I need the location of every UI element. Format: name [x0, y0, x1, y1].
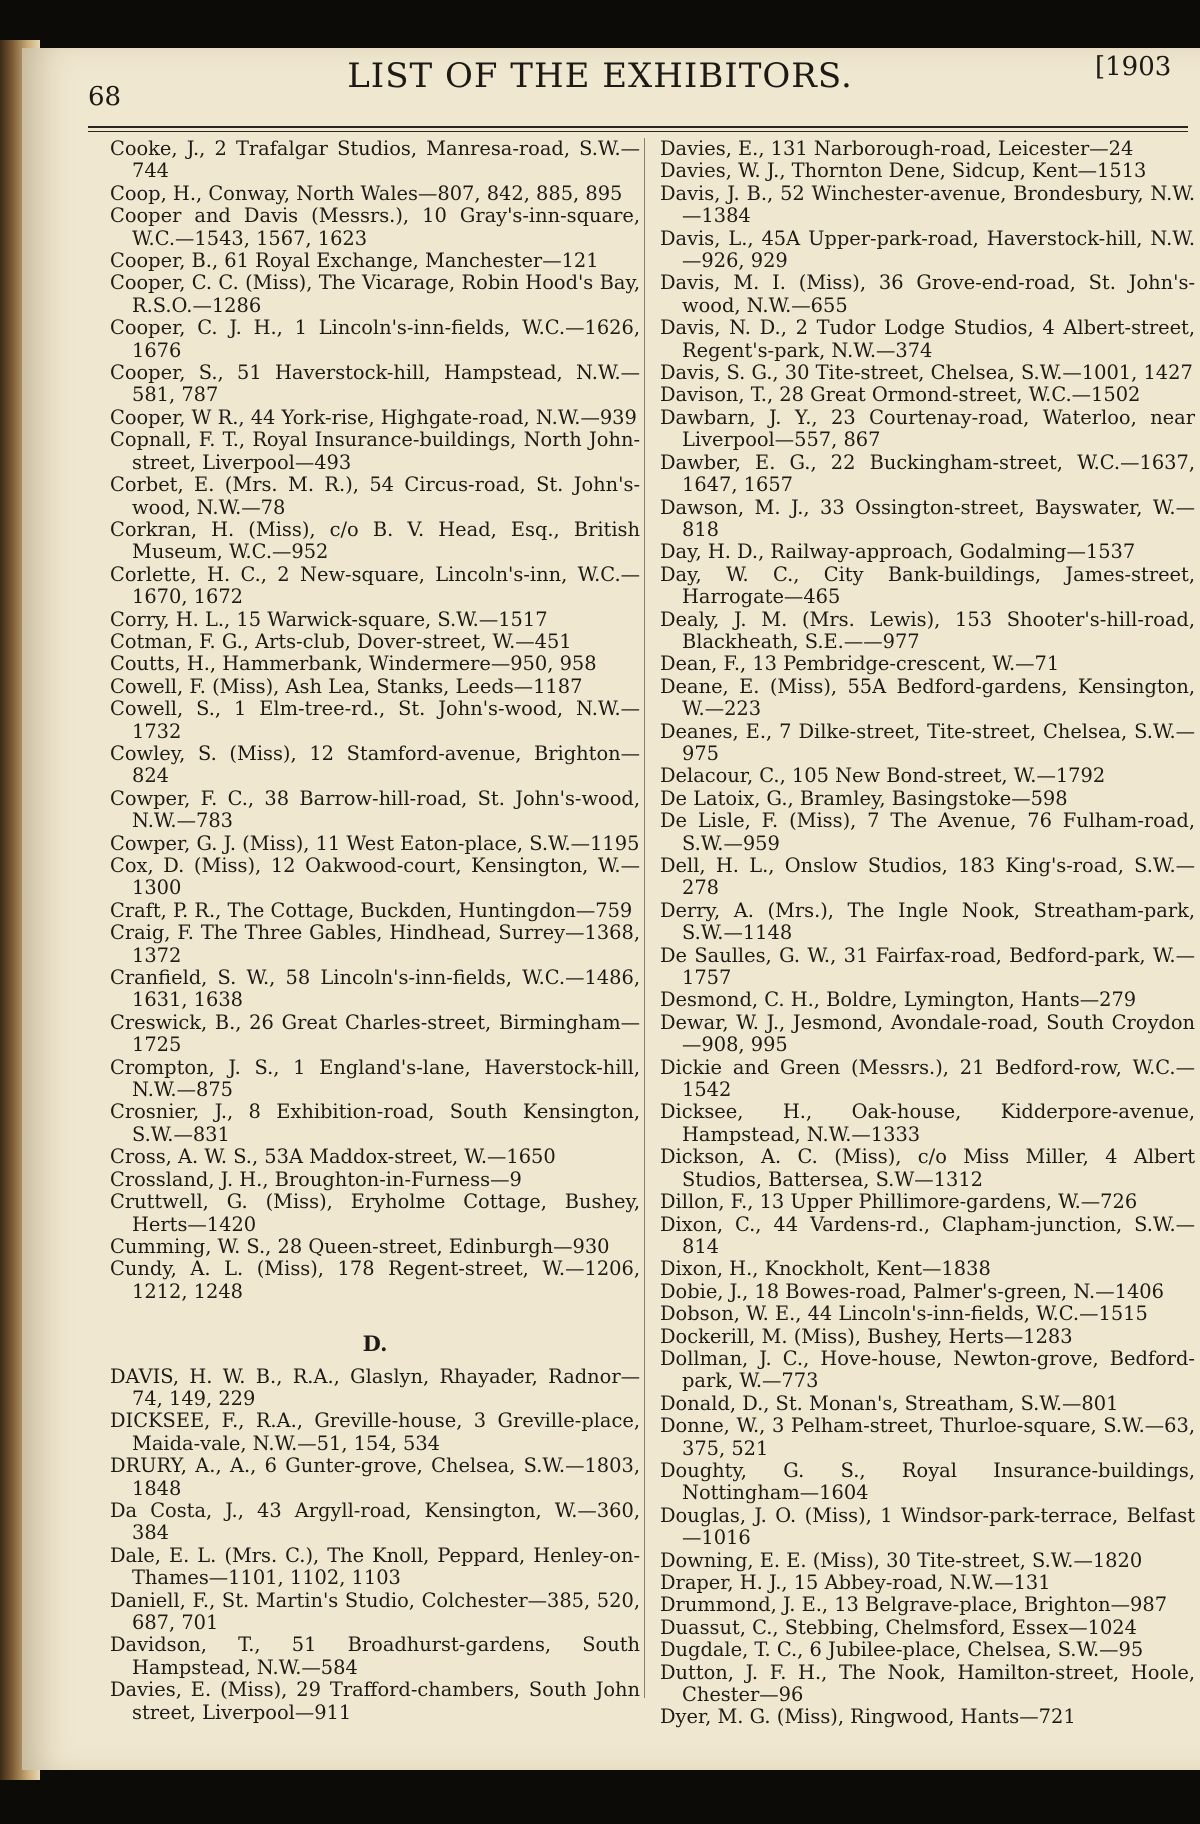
exhibitor-entry: Dobson, W. E., 44 Lincoln's-inn-fields, W.C.—1515 — [660, 1302, 1148, 1326]
exhibitor-entry: Creswick, B., 26 Great Charles-street, Birmingham—1725 — [110, 1010, 640, 1057]
exhibitor-entry: Dean, F., 13 Pembridge-crescent, W.—71 — [660, 652, 1060, 676]
section-heading-d: D. — [362, 1331, 388, 1357]
exhibitor-entry: Day, W. C., City Bank-buildings, James-street, Harrogate—465 — [660, 562, 1195, 609]
exhibitor-entry: Davies, W. J., Thornton Dene, Sidcup, Kent—1513 — [660, 159, 1147, 183]
exhibitor-entry: Dewar, W. J., Jesmond, Avondale-road, South Croydon—908, 995 — [660, 1010, 1195, 1057]
exhibitor-entry: Davis, S. G., 30 Tite-street, Chelsea, S.W.—1001, 1427 — [660, 361, 1193, 385]
exhibitor-entry: Draper, H. J., 15 Abbey-road, N.W.—131 — [660, 1571, 1051, 1594]
exhibitor-entry: Dugdale, T. C., 6 Jubilee-place, Chelsea, S.W.—95 — [660, 1638, 1144, 1662]
exhibitor-entry: Craft, P. R., The Cottage, Buckden, Huntingdon—759 — [110, 898, 633, 922]
exhibitor-entry: Dell, H. L., Onslow Studios, 183 King's-road, S.W.—278 — [660, 854, 1195, 900]
exhibitor-entry: Dealy, J. M. (Mrs. Lewis), 153 Shooter's-hill-road, Blackheath, S.E.——977 — [660, 607, 1195, 653]
header-rule — [88, 126, 1188, 128]
exhibitor-entry: Davies, E., 131 Narborough-road, Leicester—24 — [660, 137, 1134, 160]
exhibitor-entry: Dixon, C., 44 Vardens-rd., Clapham-junction, S.W.—814 — [660, 1212, 1195, 1258]
exhibitor-entry: Cowley, S. (Miss), 12 Stamford-avenue, Brighton—824 — [110, 741, 640, 788]
exhibitor-entry: De Saulles, G. W., 31 Fairfax-road, Bedford-park, W.—1757 — [660, 943, 1195, 990]
exhibitor-entry: Dickie and Green (Messrs.), 21 Bedford-row, W.C.—1542 — [660, 1055, 1195, 1102]
exhibitor-entry: Davidson, T., 51 Broadhurst-gardens, South Hampstead, N.W.—584 — [110, 1633, 640, 1679]
exhibitor-entry: Cooper, C. J. H., 1 Lincoln's-inn-fields, W.C.—1626, 1676 — [110, 316, 640, 362]
exhibitor-entry: Dollman, J. C., Hove-house, Newton-grove, Bedford-park, W.—773 — [660, 1346, 1195, 1393]
exhibitor-list-d-continued — [660, 138, 1195, 1729]
exhibitor-entry: Coutts, H., Hammerbank, Windermere—950, 958 — [110, 652, 597, 676]
exhibitor-list-c — [110, 138, 640, 1303]
exhibitor-entry: Dixon, H., Knockholt, Kent—1838 — [660, 1257, 991, 1281]
exhibitor-entry: Dicksee, H., Oak-house, Kidderpore-avenue, Hampstead, N.W.—1333 — [660, 1100, 1195, 1146]
exhibitor-entry: Davis, N. D., 2 Tudor Lodge Studios, 4 Albert-street, Regent's-park, N.W.—374 — [660, 316, 1195, 362]
exhibitor-entry: Day, H. D., Railway-approach, Godalming—1537 — [660, 540, 1136, 564]
exhibitor-entry: Dickson, A. C. (Miss), c/o Miss Miller, 4 Albert Studios, Battersea, S.W—1312 — [660, 1145, 1195, 1191]
exhibitor-entry: Cooper, C. C. (Miss), The Vicarage, Robin Hood's Bay, R.S.O.—1286 — [110, 271, 640, 317]
exhibitor-entry: Davison, T., 28 Great Ormond-street, W.C.—1502 — [660, 383, 1141, 407]
page-number: 68 — [88, 82, 122, 112]
exhibitor-entry: Dawbarn, J. Y., 23 Courtenay-road, Waterloo, near Liverpool—557, 867 — [660, 405, 1195, 452]
year-marker: [1903 — [1095, 52, 1172, 82]
column-divider — [644, 138, 645, 1698]
exhibitor-entry: Downing, E. E. (Miss), 30 Tite-street, S.W.—1820 — [660, 1548, 1143, 1572]
exhibitor-entry: Dillon, F., 13 Upper Phillimore-gardens, W.—726 — [660, 1190, 1138, 1214]
exhibitor-entry: Craig, F. The Three Gables, Hindhead, Surrey—1368, 1372 — [110, 921, 640, 967]
exhibitor-entry: Crompton, J. S., 1 England's-lane, Haverstock-hill, N.W.—875 — [110, 1055, 640, 1102]
exhibitor-entry: Dale, E. L. (Mrs. C.), The Knoll, Peppard, Henley-on-Thames—1101, 1102, 1103 — [110, 1543, 640, 1590]
exhibitor-entry: Crossland, J. H., Broughton-in-Furness—9 — [110, 1167, 522, 1191]
exhibitor-entry: Cranfield, S. W., 58 Lincoln's-inn-fields, W.C.—1486, 1631, 1638 — [110, 966, 640, 1012]
exhibitor-entry: Cooke, J., 2 Trafalgar Studios, Manresa-road, S.W.—744 — [110, 137, 640, 183]
exhibitor-entry: Cowper, F. C., 38 Barrow-hill-road, St. John's-wood, N.W.—783 — [110, 786, 640, 833]
exhibitor-entry: Copnall, F. T., Royal Insurance-buildings, North John-street, Liverpool—493 — [110, 428, 640, 474]
exhibitor-entry: Cundy, A. L. (Miss), 178 Regent-street, W.—1206, 1212, 1248 — [110, 1257, 640, 1303]
exhibitor-entry: Deanes, E., 7 Dilke-street, Tite-street, Chelsea, S.W.—975 — [660, 719, 1195, 765]
section-gap — [110, 1303, 640, 1331]
exhibitor-entry: Davis, M. I. (Miss), 36 Grove-end-road, St. John's-wood, N.W.—655 — [660, 271, 1195, 317]
exhibitor-entry: Corlette, H. C., 2 New-square, Lincoln's-inn, W.C.—1670, 1672 — [110, 562, 640, 609]
exhibitor-entry: Cotman, F. G., Arts-club, Dover-street, W.—451 — [110, 629, 572, 653]
exhibitor-entry: Cooper, W R., 44 York-rise, Highgate-road, N.W.—939 — [110, 405, 637, 429]
exhibitor-entry: Cumming, W. S., 28 Queen-street, Edinburgh—930 — [110, 1234, 610, 1258]
exhibitor-entry: Derry, A. (Mrs.), The Ingle Nook, Streatham-park, S.W.—1148 — [660, 898, 1195, 945]
exhibitor-entry: Cruttwell, G. (Miss), Eryholme Cottage, Bushey, Herts—1420 — [110, 1190, 640, 1236]
right-column — [660, 138, 1195, 1729]
exhibitor-entry: DAVIS, H. W. B., R.A., Glaslyn, Rhayader, Radnor—74, 149, 229 — [110, 1364, 640, 1410]
exhibitor-entry: Crosnier, J., 8 Exhibition-road, South Kensington, S.W.—831 — [110, 1100, 640, 1146]
exhibitor-entry: Coop, H., Conway, North Wales—807, 842, 885, 895 — [110, 181, 623, 205]
exhibitor-entry: Cross, A. W. S., 53A Maddox-street, W.—1650 — [110, 1145, 556, 1169]
exhibitor-entry: Drummond, J. E., 13 Belgrave-place, Brighton—987 — [660, 1593, 1168, 1617]
exhibitor-entry: Corbet, E. (Mrs. M. R.), 54 Circus-road, St. John's-wood, N.W.—78 — [110, 473, 640, 519]
exhibitor-entry: Cowell, F. (Miss), Ash Lea, Stanks, Leeds—1187 — [110, 674, 583, 698]
exhibitor-entry: Dockerill, M. (Miss), Bushey, Herts—1283 — [660, 1324, 1073, 1348]
exhibitor-entry: De Lisle, F. (Miss), 7 The Avenue, 76 Fulham-road, S.W.—959 — [660, 809, 1195, 855]
exhibitor-entry: Cooper, S., 51 Haverstock-hill, Hampstead, N.W.—581, 787 — [110, 361, 640, 407]
exhibitor-entry: Cowell, S., 1 Elm-tree-rd., St. John's-wood, N.W.—1732 — [110, 697, 640, 743]
header-rule-thin — [88, 131, 1188, 132]
exhibitor-entry: Davies, E. (Miss), 29 Trafford-chambers, South John street, Liverpool—911 — [110, 1678, 640, 1724]
exhibitor-entry: Da Costa, J., 43 Argyll-road, Kensington, W.—360, 384 — [110, 1498, 640, 1545]
exhibitor-entry: DICKSEE, F., R.A., Greville-house, 3 Greville-place, Maida-vale, N.W.—51, 154, 534 — [110, 1409, 640, 1455]
exhibitor-entry: Dawber, E. G., 22 Buckingham-street, W.C.—1637, 1647, 1657 — [660, 450, 1195, 497]
exhibitor-entry: Cooper, B., 61 Royal Exchange, Manchester—121 — [110, 249, 599, 273]
exhibitor-entry: Cooper and Davis (Messrs.), 10 Gray's-inn-square, W.C.—1543, 1567, 1623 — [110, 204, 640, 250]
exhibitor-entry: Donald, D., St. Monan's, Streatham, S.W.—801 — [660, 1391, 1119, 1415]
exhibitor-entry: Daniell, F., St. Martin's Studio, Colchester—385, 520, 687, 701 — [110, 1588, 640, 1634]
exhibitor-entry: Delacour, C., 105 New Bond-street, W.—1792 — [660, 764, 1106, 788]
exhibitor-entry: Desmond, C. H., Boldre, Lymington, Hants—279 — [660, 988, 1137, 1012]
exhibitor-entry: Davis, J. B., 52 Winchester-avenue, Brondesbury, N.W.—1384 — [660, 181, 1195, 228]
exhibitor-entry: Corry, H. L., 15 Warwick-square, S.W.—1517 — [110, 607, 548, 631]
exhibitor-entry: Corkran, H. (Miss), c/o B. V. Head, Esq., British Museum, W.C.—952 — [110, 517, 640, 564]
exhibitor-entry: Cowper, G. J. (Miss), 11 West Eaton-place, S.W.—1195 — [110, 831, 640, 855]
exhibitor-entry: Davis, L., 45A Upper-park-road, Haverstock-hill, N.W.—926, 929 — [660, 226, 1195, 273]
exhibitor-entry: Donne, W., 3 Pelham-street, Thurloe-square, S.W.—63, 375, 521 — [660, 1414, 1195, 1460]
exhibitor-entry: Duassut, C., Stebbing, Chelmsford, Essex—1024 — [660, 1615, 1137, 1639]
exhibitor-entry: De Latoix, G., Bramley, Basingstoke—598 — [660, 786, 1068, 810]
exhibitor-entry: Deane, E. (Miss), 55A Bedford-gardens, Kensington, W.—223 — [660, 674, 1195, 721]
exhibitor-entry: Douglas, J. O. (Miss), 1 Windsor-park-terrace, Belfast—1016 — [660, 1503, 1195, 1550]
exhibitor-entry: Dawson, M. J., 33 Ossington-street, Bayswater, W.—818 — [660, 495, 1195, 541]
exhibitor-entry: DRURY, A., A., 6 Gunter-grove, Chelsea, S.W.—1803, 1848 — [110, 1454, 640, 1500]
exhibitor-entry: Cox, D. (Miss), 12 Oakwood-court, Kensington, W.—1300 — [110, 854, 640, 900]
exhibitor-entry: Dyer, M. G. (Miss), Ringwood, Hants—721 — [660, 1705, 1076, 1729]
exhibitor-list-d — [110, 1366, 640, 1725]
page-title: LIST OF THE EXHIBITORS. — [347, 56, 853, 96]
exhibitor-entry: Dobie, J., 18 Bowes-road, Palmer's-green, N.—1406 — [660, 1279, 1164, 1303]
left-column — [110, 138, 640, 1724]
exhibitor-entry: Dutton, J. F. H., The Nook, Hamilton-street, Hoole, Chester—96 — [660, 1660, 1195, 1707]
exhibitor-entry: Doughty, G. S., Royal Insurance-buildings, Nottingham—1604 — [660, 1458, 1195, 1505]
